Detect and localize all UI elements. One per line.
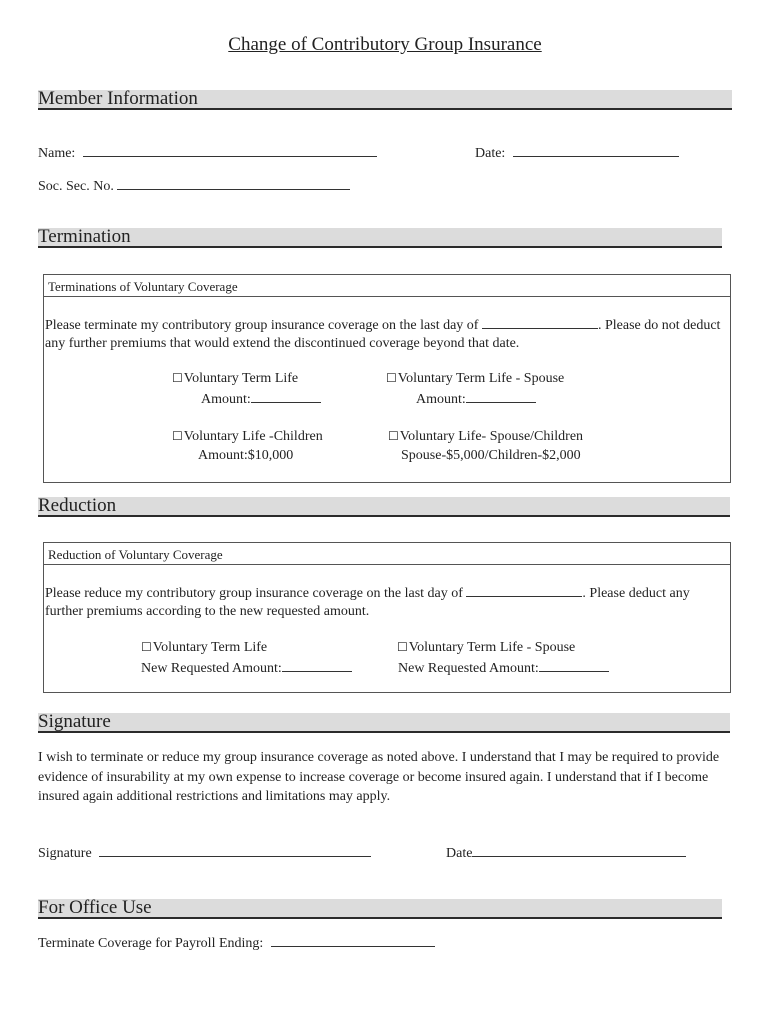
termination-para-end: . Please do not deduct any further premiums that would extend the discontinued coverage beyond that date. — [45, 318, 721, 351]
amount-row — [201, 390, 321, 408]
name-row — [38, 144, 377, 162]
new-amount-label: New Requested Amount: — [398, 661, 539, 676]
name-field[interactable] — [83, 144, 377, 157]
signature-section-bar — [38, 713, 730, 733]
amount-value: Amount:$10,000 — [198, 448, 294, 463]
new-amount-label: New Requested Amount: — [141, 661, 282, 676]
signature-date-field[interactable] — [472, 844, 686, 857]
termination-box — [43, 274, 731, 483]
reduction-para-end: . Please deduct any further premiums according to the new requested amount. — [45, 586, 690, 619]
date-field[interactable] — [513, 144, 679, 157]
option-label: Voluntary Life -Children — [183, 429, 323, 444]
amount-field[interactable] — [251, 390, 321, 403]
member-section-heading: Member Information — [38, 88, 198, 109]
new-amount-row — [398, 659, 609, 677]
option-voluntary-life-children[interactable] — [172, 429, 323, 445]
reduction-box — [43, 542, 731, 693]
amount-value: Spouse-$5,000/Children-$2,000 — [401, 448, 581, 463]
checkbox-icon[interactable]: ☐ — [141, 640, 152, 654]
reduction-section-heading: Reduction — [38, 495, 117, 516]
date-row — [475, 144, 679, 162]
name-label: Name: — [38, 146, 76, 161]
payroll-row — [38, 934, 435, 952]
signature-field[interactable] — [99, 844, 371, 857]
reduction-box-title: Reduction of Voluntary Coverage — [44, 543, 730, 565]
signature-section-heading: Signature — [38, 711, 111, 732]
option-label: Voluntary Term Life - Spouse — [408, 640, 576, 655]
office-section-heading: For Office Use — [38, 897, 152, 918]
signature-date-row — [446, 844, 686, 862]
termination-paragraph — [45, 316, 727, 353]
payroll-ending-field[interactable] — [271, 934, 435, 947]
termination-para-start: Please terminate my contributory group insurance coverage on the last day of — [45, 318, 479, 333]
reduction-date-field[interactable] — [466, 584, 582, 597]
new-amount-field[interactable] — [539, 659, 609, 672]
date-label: Date: — [475, 146, 506, 161]
option-label: Voluntary Term Life — [183, 371, 299, 386]
new-amount-field[interactable] — [282, 659, 352, 672]
option-label: Voluntary Life- Spouse/Children — [399, 429, 584, 444]
ssn-field[interactable] — [117, 177, 350, 190]
amount-field[interactable] — [466, 390, 536, 403]
option-voluntary-term-life-spouse[interactable] — [386, 371, 564, 387]
termination-section-heading: Termination — [38, 226, 131, 247]
option-voluntary-term-life[interactable] — [172, 371, 298, 387]
checkbox-icon[interactable]: ☐ — [172, 429, 183, 443]
ssn-row — [38, 177, 350, 195]
option-label: Voluntary Term Life — [152, 640, 268, 655]
signature-label: Signature — [38, 846, 92, 861]
amount-label: Amount: — [201, 392, 251, 407]
amount-label: Amount: — [416, 392, 466, 407]
reduction-section-bar — [38, 497, 730, 517]
signature-statement: I wish to terminate or reduce my group insurance coverage as noted above. I understand that I may be required to provide evidence of insurability at my own expense to increase coverage or become insured again. I understand that if I become insured again additional restrictions and limitations may apply. — [38, 750, 720, 804]
option-label: Voluntary Term Life - Spouse — [397, 371, 565, 386]
form-title: Change of Contributory Group Insurance — [228, 34, 542, 55]
checkbox-icon[interactable]: ☐ — [386, 371, 397, 385]
new-amount-row — [141, 659, 352, 677]
checkbox-icon[interactable]: ☐ — [172, 371, 183, 385]
ssn-label: Soc. Sec. No. — [38, 179, 114, 194]
termination-box-title: Terminations of Voluntary Coverage — [44, 275, 730, 297]
option-voluntary-life-spouse-children[interactable] — [388, 429, 583, 445]
payroll-label: Terminate Coverage for Payroll Ending: — [38, 936, 264, 951]
signature-date-label: Date — [446, 846, 473, 861]
option-voluntary-term-life[interactable] — [141, 640, 267, 656]
checkbox-icon[interactable]: ☐ — [388, 429, 399, 443]
signature-row — [38, 844, 371, 862]
option-voluntary-term-life-spouse[interactable] — [397, 640, 575, 656]
amount-row — [416, 390, 536, 408]
termination-date-field[interactable] — [482, 316, 598, 329]
checkbox-icon[interactable]: ☐ — [397, 640, 408, 654]
reduction-para-start: Please reduce my contributory group insurance coverage on the last day of — [45, 586, 463, 601]
termination-section-bar — [38, 228, 722, 248]
reduction-paragraph — [45, 584, 727, 621]
